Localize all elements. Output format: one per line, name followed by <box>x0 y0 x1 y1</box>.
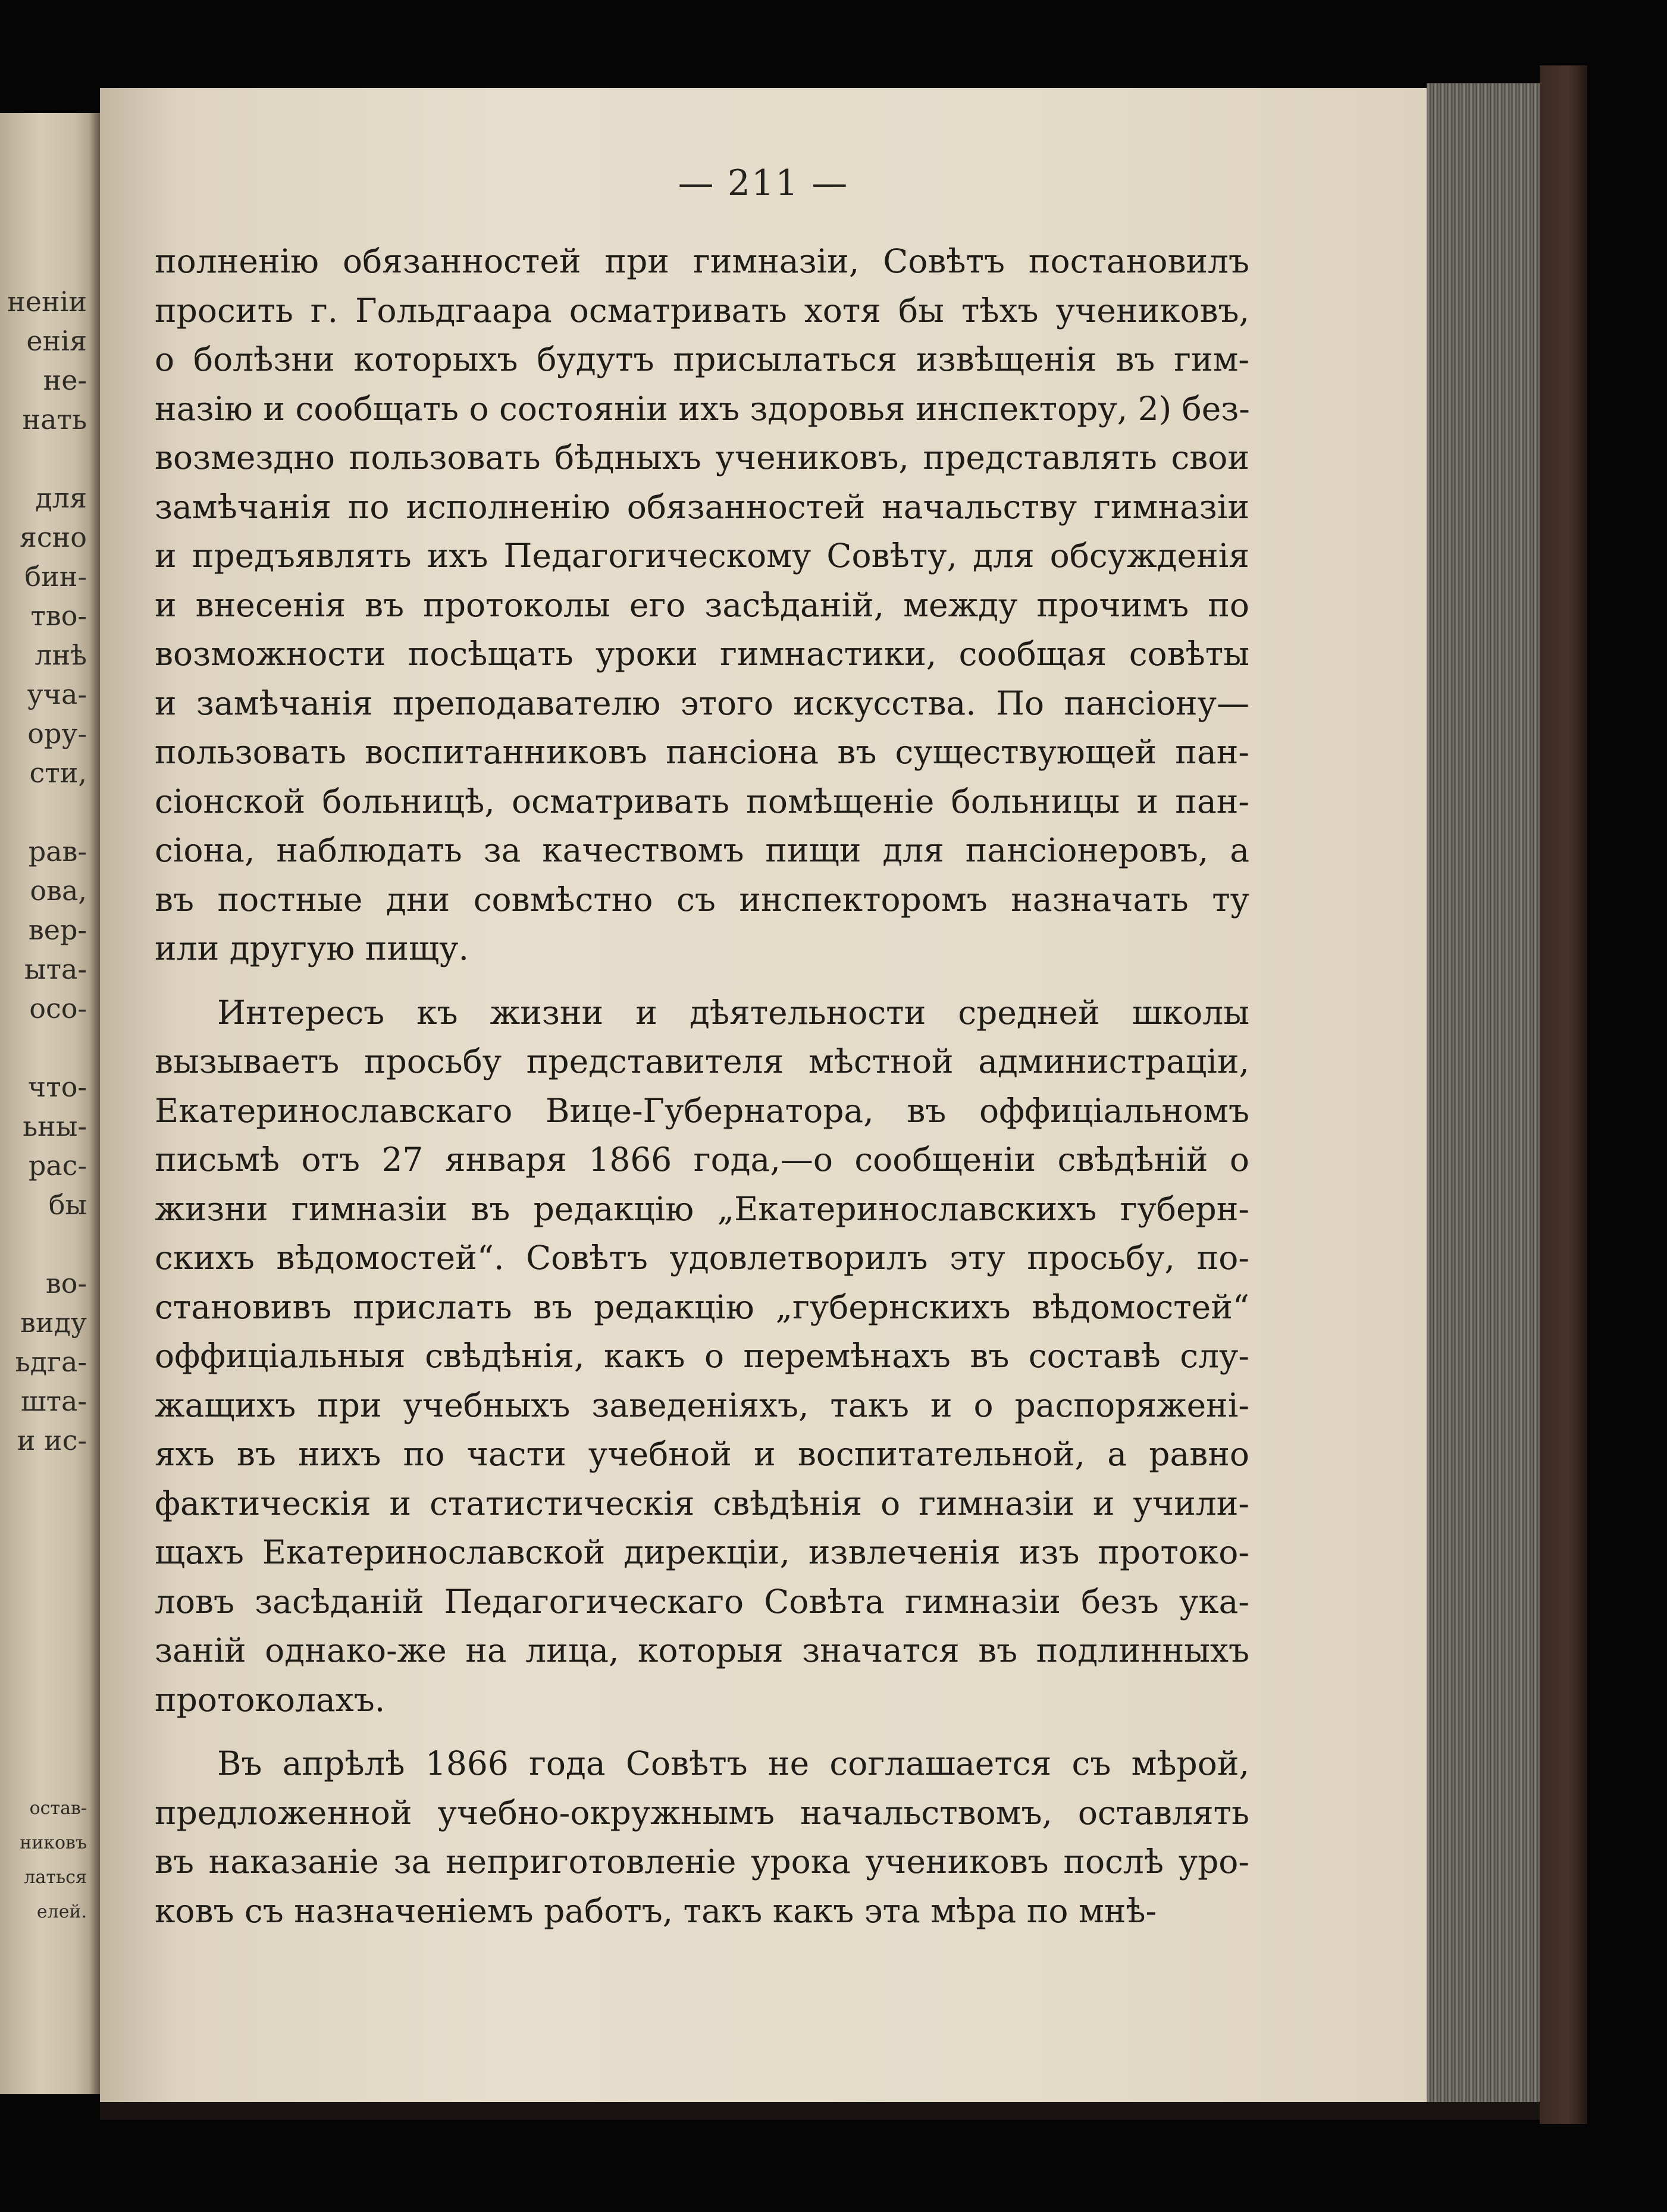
left-page-fragment: бин- <box>24 560 87 593</box>
text-line: фактическiя и статистическiя свѣдѣнiя о гимназiи и учили- <box>155 1484 1249 1522</box>
text-line: или другую пищу. <box>155 929 469 967</box>
text-line: просить г. Гольдгаара осматривать хотя бы тѣхъ учениковъ, <box>155 291 1249 330</box>
book-bottom-edge <box>100 2102 1540 2120</box>
text-line: скихъ вѣдомостей“. Совѣтъ удовлетворилъ эту просьбу, по- <box>155 1239 1249 1277</box>
text-line: занiй однако-же на лица, которыя значатся въ подлинныхъ <box>155 1631 1249 1669</box>
left-page-fragment: осо- <box>29 992 87 1024</box>
text-line: возмездно пользовать бѣдныхъ учениковъ, представлять свои <box>155 438 1249 477</box>
left-page-fragment: что- <box>27 1071 87 1103</box>
text-line: и замѣчанiя преподавателю этого искусства. По пансiону— <box>155 684 1249 722</box>
left-page-fragment: для <box>35 482 87 514</box>
page-edges-stack <box>1427 83 1540 2106</box>
left-page-fragment: тво- <box>30 600 87 632</box>
text-line: и внесенiя въ протоколы его засѣданiй, между прочимъ по <box>155 585 1249 624</box>
book-cover <box>1540 65 1587 2124</box>
left-page-fragment: во- <box>45 1267 87 1299</box>
left-page-fragment: елей. <box>36 1901 87 1922</box>
book-page <box>100 88 1427 2102</box>
left-page-fragment: нать <box>22 403 87 435</box>
left-page-fragment: ова, <box>30 875 87 907</box>
text-line: сiона, наблюдать за качествомъ пищи для пансiонеровъ, а <box>155 831 1249 869</box>
page-text <box>155 237 1249 1935</box>
text-line: ковъ съ назначенiемъ работъ, такъ какъ эта мѣра по мнѣ- <box>155 1891 1157 1930</box>
left-page-fragment: сти, <box>29 757 87 789</box>
left-page-fragment: ьдга- <box>15 1346 87 1378</box>
paragraph-gap <box>155 973 1249 988</box>
text-line: ловъ засѣданiй Педагогическаго Совѣта гимназiи безъ ука- <box>155 1582 1249 1621</box>
text-line: назiю и сообщать о состоянiи ихъ здоровья инспектору, 2) без- <box>155 389 1250 428</box>
left-page-fragment: не- <box>43 364 87 396</box>
text-line: о болѣзни которыхъ будутъ присылаться извѣщенiя въ гим- <box>155 340 1249 378</box>
text-line: замѣчанiя по исполненiю обязанностей начальству гимназiи <box>155 487 1249 526</box>
left-page-fragment: ору- <box>27 718 87 750</box>
left-page-fragment: рав- <box>28 835 87 867</box>
left-page-fragment: ясно <box>19 521 87 553</box>
text-line: яхъ въ нихъ по части учебной и воспитательной, а равно <box>155 1435 1249 1473</box>
text-line: сiонской больницѣ, осматривать помѣщенiе больницы и пан- <box>155 782 1249 820</box>
text-line: Екатеринославскаго Вице-Губернатора, въ оффицiальномъ <box>155 1091 1249 1130</box>
text-line: щахъ Екатеринославской дирекцiи, извлеченiя изъ протоко- <box>155 1533 1249 1571</box>
left-page-fragment: шта- <box>20 1385 87 1417</box>
left-page-fragment: виду <box>20 1306 87 1339</box>
text-line: возможности посѣщать уроки гимнастики, сообщая совѣты <box>155 635 1249 673</box>
previous-page-edge <box>0 113 100 2094</box>
paragraph-gap <box>155 1724 1249 1739</box>
left-page-fragment: лнѣ <box>35 639 87 671</box>
left-page-fragment: енiя <box>26 325 87 357</box>
text-line: пользовать воспитанниковъ пансiона въ существующей пан- <box>155 733 1249 771</box>
text-line: и предъявлять ихъ Педагогическому Совѣту, для обсужденiя <box>155 537 1249 575</box>
text-line: жащихъ при учебныхъ заведенiяхъ, такъ и о распоряженi- <box>155 1386 1249 1424</box>
left-page-fragment: ыта- <box>24 953 87 985</box>
text-line: протоколахъ. <box>155 1680 386 1719</box>
text-line: письмѣ отъ 27 января 1866 года,—о сообщенiи свѣдѣнiй о <box>155 1141 1249 1179</box>
left-page-fragment: бы <box>48 1189 87 1221</box>
left-page-fragment: ьны- <box>23 1110 87 1142</box>
text-line: Интересъ къ жизни и дѣятельности средней школы <box>217 993 1249 1032</box>
left-page-fragment: остав- <box>29 1798 87 1819</box>
text-line: жизни гимназiи въ редакцiю „Екатеринославскихъ губерн- <box>155 1189 1249 1228</box>
text-line: въ наказанiе за неприготовленiе урока учениковъ послѣ уро- <box>155 1843 1249 1881</box>
text-line: становивъ прислать въ редакцiю „губернскихъ вѣдомостей“ <box>155 1287 1249 1326</box>
left-page-fragment: уча- <box>27 678 87 710</box>
left-page-fragment: рас- <box>28 1149 87 1182</box>
text-line: вызываетъ просьбу представителя мѣстной администрацiи, <box>155 1042 1249 1080</box>
text-line: полненiю обязанностей при гимназiи, Совѣтъ постановилъ <box>155 242 1249 280</box>
text-line: предложенной учебно-окружнымъ начальствомъ, оставлять <box>155 1793 1249 1832</box>
text-line: въ постные дни совмѣстно съ инспекторомъ назначать ту <box>155 880 1249 919</box>
left-page-fragment: ненiи <box>7 286 87 318</box>
text-line: оффицiальныя свѣдѣнiя, какъ о перемѣнахъ въ составѣ слу- <box>155 1337 1249 1375</box>
left-page-fragment: вер- <box>28 914 87 946</box>
text-line: Въ апрѣлѣ 1866 года Совѣтъ не соглашается съ мѣрой, <box>217 1744 1249 1782</box>
left-page-fragment: никовъ <box>20 1832 87 1853</box>
left-page-fragment: и ис- <box>17 1424 87 1456</box>
page-number: — 211 — <box>678 162 849 204</box>
left-page-fragment: латься <box>24 1867 87 1888</box>
